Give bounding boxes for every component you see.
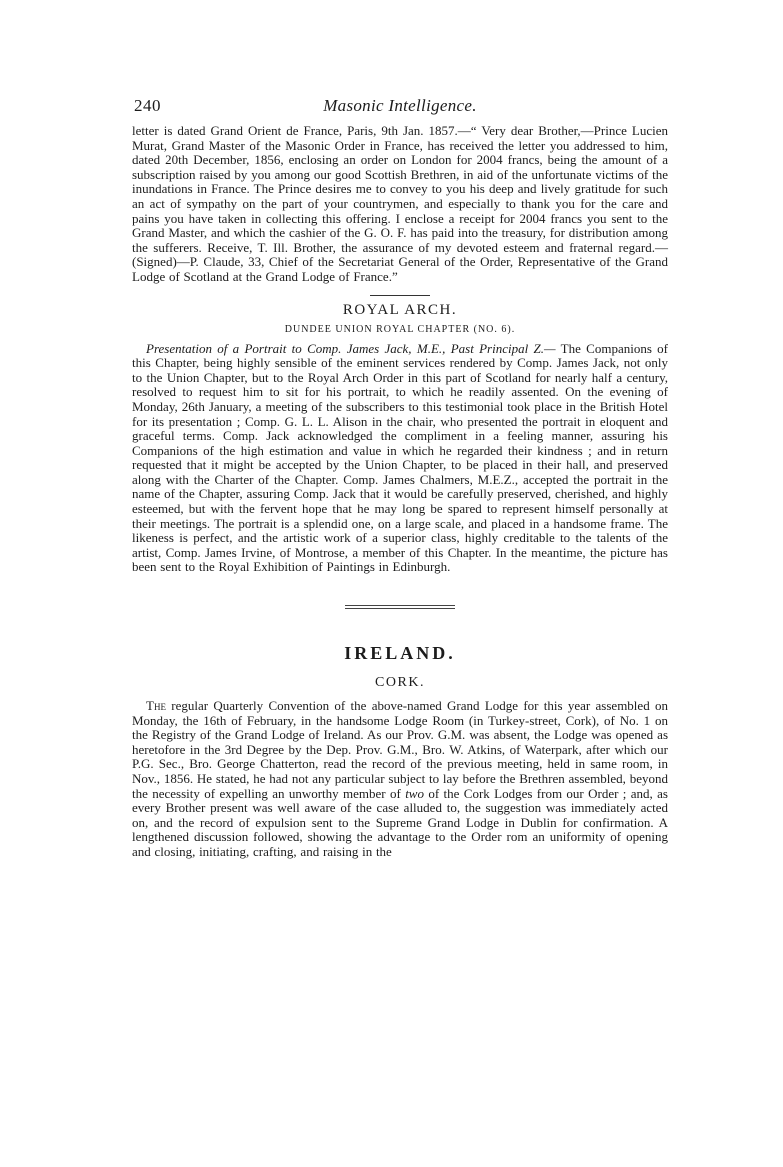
ireland-heading: IRELAND. [344,643,456,664]
running-title: Masonic Intelligence. [323,96,477,115]
royal-arch-heading: ROYAL ARCH. [342,301,458,318]
ireland-italic-word: two [405,785,424,801]
document-page [132,96,668,860]
royal-arch-paragraph [132,342,668,576]
letter-paragraph: letter is dated Grand Orient de France, Paris, 9th Jan. 1857.—“ Very dear Brother,—Prince Lucien Murat, Grand Master of the Masonic Order in France, has received the letter you addressed to him, dated 20th December, 1856, enclosing an order on London for 2004 francs, being the amount of a subscription raised by you among our good Scottish Brethren, in aid of the unfortunate victims of the inundations in France. The Prince desires me to convey to you his deep and lively gratitude for such an act of sympathy on the part of your countrymen, and especially to thank you for the care and pains you have taken in collecting this offering. I enclose a receipt for 2004 francs you sent to the Grand Master, and which the cashier of the G. O. F. has paid into the treasury, for distribution among the sufferers. Receive, T. Ill. Brother, the assurance of my devoted esteem and fraternal regard.—(Signed)—P. Claude, 33, Chief of the Secretariat General of the Order, Representative of the Grand Lodge of Scotland at the Grand Lodge of France.” [132,123,668,284]
ireland-body-part-1: regular Quarterly Convention of the above-named Grand Lodge for this year assembled on Monday, the 16th of February, in the handsome Lodge Room (in Turkey-street, Cork), of No. 1 on the Registry of the Grand Lodge of Ireland. As our Prov. G.M. was absent, the Lodge was opened as heretofore in the 3rd Degree by the Dep. Prov. G.M., Bro. W. Atkins, of Waterpark, after which our P.G. Sec., Bro. George Chatterton, read the record of the previous meeting, held in same room, in Nov., 1856. He stated, he had not any particular subject to lay before the Brethren assembled, beyond the necessity of expelling an unworthy member of [132,698,668,801]
presentation-lead: Presentation of a Portrait to Comp. James Jack, M.E., Past Principal Z.— [146,340,556,356]
page-header [132,96,668,124]
double-rule-divider [345,605,455,609]
page-number: 240 [134,96,161,115]
ireland-body-part-2: of the Cork Lodges from our Order ; and, as every Brother present was well aware of the case alluded to, the suggestion was immediately acted on, and the record of expulsion sent to the Supreme Grand Lodge in Dublin for confirmation. A lengthened discussion followed, showing the advantage to the Order rom an uniformity of opening and closing, initiating, crafting, and raising in the [132,785,668,859]
ireland-paragraph [132,699,668,860]
section-divider [370,295,430,296]
royal-arch-body: The Companions of this Chapter, being highly sensible of the eminent services rendered by Comp. James Jack, not only to the Union Chapter, but to the Royal Arch Order in this part of Scotland for nearly half a century, resolved to request him to sit for his portrait, to which he readily assented. On the evening of Monday, 26th January, a meeting of the subscribers to this testimonial took place in the British Hotel for its presentation ; Comp. G. L. L. Alison in the chair, who presented the portrait in eloquent and graceful terms. Comp. Jack acknowledged the compliment in a feeling manner, assuring his Companions of the high estimation and value in which he regarded their kindness ; and in return requested that it might be accepted by the Union Chapter, to be placed in their hall, and preserved along with the Charter of the Chapter. Comp. James Chalmers, M.E.Z., accepted the portrait in the name of the Chapter, assuring Comp. Jack that it would be carefully preserved, cherished, and highly esteemed, but with the fervent hope that he may long be spared to represent himself personally at their meetings. The portrait is a splendid one, on a large scale, and placed in a handsome frame. The likeness is perfect, and the artistic work of a superior class, highly creditable to the talents of the artist, Comp. James Irvine, of Montrose, a member of this Chapter. In the meantime, the picture has been sent to the Royal Exhibition of Paintings in Edinburgh. [132,340,669,575]
opening-word: The [146,698,166,714]
chapter-subheading: DUNDEE UNION ROYAL CHAPTER (NO. 6). [284,323,516,335]
cork-heading: CORK. [375,675,425,691]
